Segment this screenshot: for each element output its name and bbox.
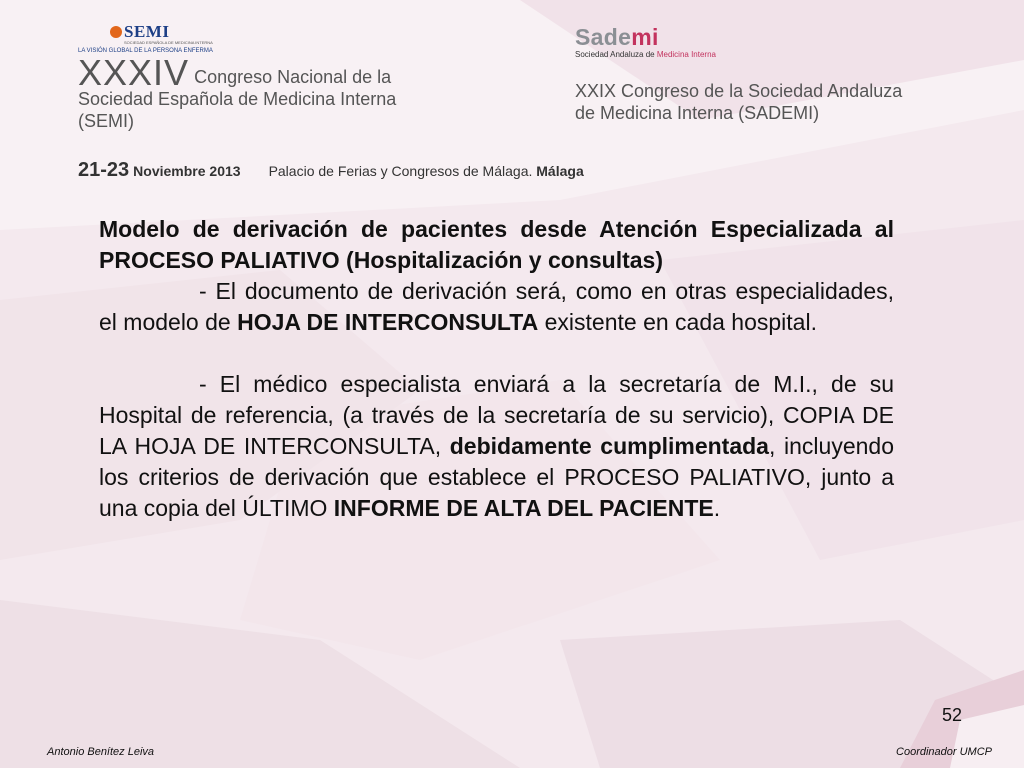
semi-logo-brand: SEMI (124, 22, 170, 41)
author-name: Antonio Benítez Leiva (47, 746, 155, 758)
congress-header (0, 0, 1024, 195)
congress-days: 21-23 (78, 159, 130, 181)
congress-city: Málaga (536, 163, 584, 179)
semi-congress-title: XXXIV Congreso Nacional de la Sociedad Española de Medicina Interna (SEMI) (78, 52, 397, 131)
slide-heading: Modelo de derivación de pacientes desde Atención Especializada al PROCESO PALIATIVO (Hospitalización y consultas) (99, 216, 894, 273)
paragraph-referral-document: - El documento de derivación será, como en otras especialidades, el modelo de HOJA DE INTERCONSULTA existente en cada hospital. (99, 278, 894, 335)
slide-body (99, 214, 894, 524)
congress-date-venue (78, 159, 584, 182)
author-role: Coordinador UMCP (896, 746, 992, 758)
sademi-logo-subtitle: Sociedad Andaluza de Medicina Interna (575, 50, 716, 59)
sademi-congress-title: XXIX Congreso de la Sociedad Andaluza de Medicina Interna (SADEMI) (575, 81, 903, 123)
page-number: 52 (941, 705, 962, 725)
semi-logo-subtitle: SOCIEDAD ESPAÑOLA DE MEDICINA INTERNA (124, 40, 213, 45)
semi-logo-tagline: LA VISIÓN GLOBAL DE LA PERSONA ENFERMA (78, 48, 213, 54)
sademi-logo-brand: Sademi (575, 24, 659, 50)
congress-month: Noviembre 2013 (133, 163, 241, 179)
semi-logo-mark (110, 26, 122, 38)
congress-venue: Palacio de Ferias y Congresos de Málaga. (268, 163, 537, 179)
congress-number: XXXIV (78, 52, 190, 93)
paragraph-referral-procedure: - El médico especialista enviará a la secretaría de M.I., de su Hospital de referencia, (a través de la secretaría de su servicio), COPIA DE LA HOJA DE INTERCONSULTA, debidamente cumplimentada, incluyendo los criterios de derivación que establece el PROCESO PALIATIVO, junto a una copia del ÚLTIMO INFORME DE ALTA DEL PACIENTE. (99, 371, 895, 521)
sademi-logo (575, 24, 735, 58)
